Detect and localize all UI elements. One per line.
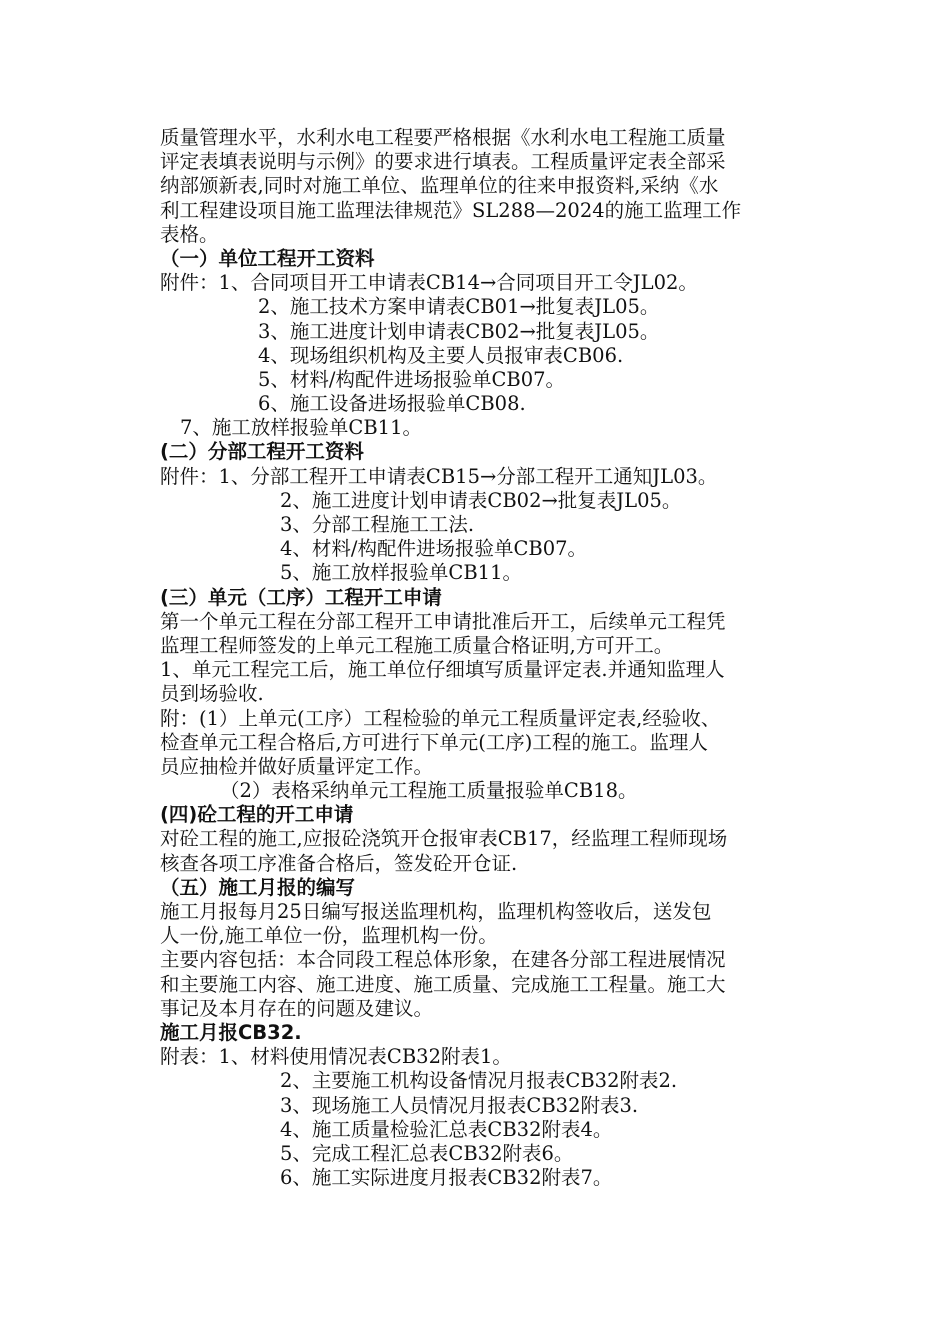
text-line: 2、施工进度计划申请表CB02→批复表JL05。 [280,488,682,512]
text-line: 4、材料/构配件进场报验单CB07。 [280,537,588,561]
text-line: 5、完成工程汇总表CB32附表6。 [280,1141,574,1165]
section-heading: 施工月报CB32. [160,1020,302,1044]
text-line: 员应抽检并做好质量评定工作。 [160,754,434,778]
text-line: 附：(1）上单元(工序）工程检验的单元工程质量评定表,经验收、 [160,706,721,730]
text-line: 质量管理水平，水利水电工程要严格根据《水利水电工程施工质量 [160,126,726,149]
text-line: 7、施工放样报验单CB11。 [180,416,422,440]
text-line: 核查各项工序准备合格后，签发砼开仓证. [160,851,518,875]
text-line: 6、施工设备进场报验单CB08. [258,392,526,416]
text-line: 评定表填表说明与示例》的要求进行填表。工程质量评定表全部采 [160,150,726,174]
text-line: 对砼工程的施工,应报砼浇筑开仓报审表CB17，经监理工程师现场 [160,827,728,851]
text-line: 5、施工放样报验单CB11。 [280,561,522,585]
text-line: 员到场验收. [160,682,264,706]
text-line: 附表：1、材料使用情况表CB32附表1。 [160,1045,512,1069]
text-line: 3、现场施工人员情况月报表CB32附表3. [280,1093,639,1117]
section-heading: （一）单位工程开工资料 [160,246,375,270]
text-line: 第一个单元工程在分部工程开工申请批准后开工，后续单元工程凭 [160,609,726,633]
section-heading: （五）施工月报的编写 [160,875,356,899]
text-line: 利工程建设项目施工监理法律规范》SL288—2024的施工监理工作 [160,198,742,222]
text-line: 3、分部工程施工工法. [280,513,475,536]
text-line: 2、主要施工机构设备情况月报表CB32附表2. [280,1069,678,1093]
section-heading: (四)砼工程的开工申请 [160,803,354,827]
text-line: 人一份,施工单位一份，监理机构一份。 [160,924,498,948]
text-line: 表格。 [160,222,219,246]
text-line: 施工月报每月25日编写报送监理机构，监理机构签收后，送发包 [160,900,712,923]
text-line: 附件：1、分部工程开工申请表CB15→分部工程开工通知JL03。 [160,464,718,488]
text-line: 附件：1、合同项目开工申请表CB14→合同项目开工令JL02。 [160,271,698,295]
text-line: 检查单元工程合格后,方可进行下单元(工序)工程的施工。监理人 [160,730,708,754]
text-line: 监理工程师签发的上单元工程施工质量合格证明,方可开工。 [160,633,674,657]
document-body [160,126,810,1190]
text-line: 纳部颁新表,同时对施工单位、监理单位的往来申报资料,采纳《水 [160,174,719,198]
section-heading: (二）分部工程开工资料 [160,440,364,464]
text-line: 5、材料/构配件进场报验单CB07。 [258,367,566,391]
text-line: 3、施工进度计划申请表CB02→批复表JL05。 [258,319,660,343]
text-line: 4、施工质量检验汇总表CB32附表4。 [280,1117,613,1141]
text-line: 事记及本月存在的问题及建议。 [160,996,434,1020]
text-line: 2、施工技术方案申请表CB01→批复表JL05。 [258,295,660,319]
section-heading: (三）单元（工序）工程开工申请 [160,585,442,609]
text-line: 4、现场组织机构及主要人员报审表CB06. [258,343,624,367]
text-line: 主要内容包括：本合同段工程总体形象，在建各分部工程进展情况 [160,948,726,972]
text-line: 1、单元工程完工后，施工单位仔细填写质量评定表.并通知监理人 [160,658,725,682]
text-line: 6、施工实际进度月报表CB32附表7。 [280,1166,613,1190]
text-line: （2）表格采纳单元工程施工质量报验单CB18。 [220,779,638,803]
text-line: 和主要施工内容、施工进度、施工质量、完成施工工程量。施工大 [160,972,726,996]
